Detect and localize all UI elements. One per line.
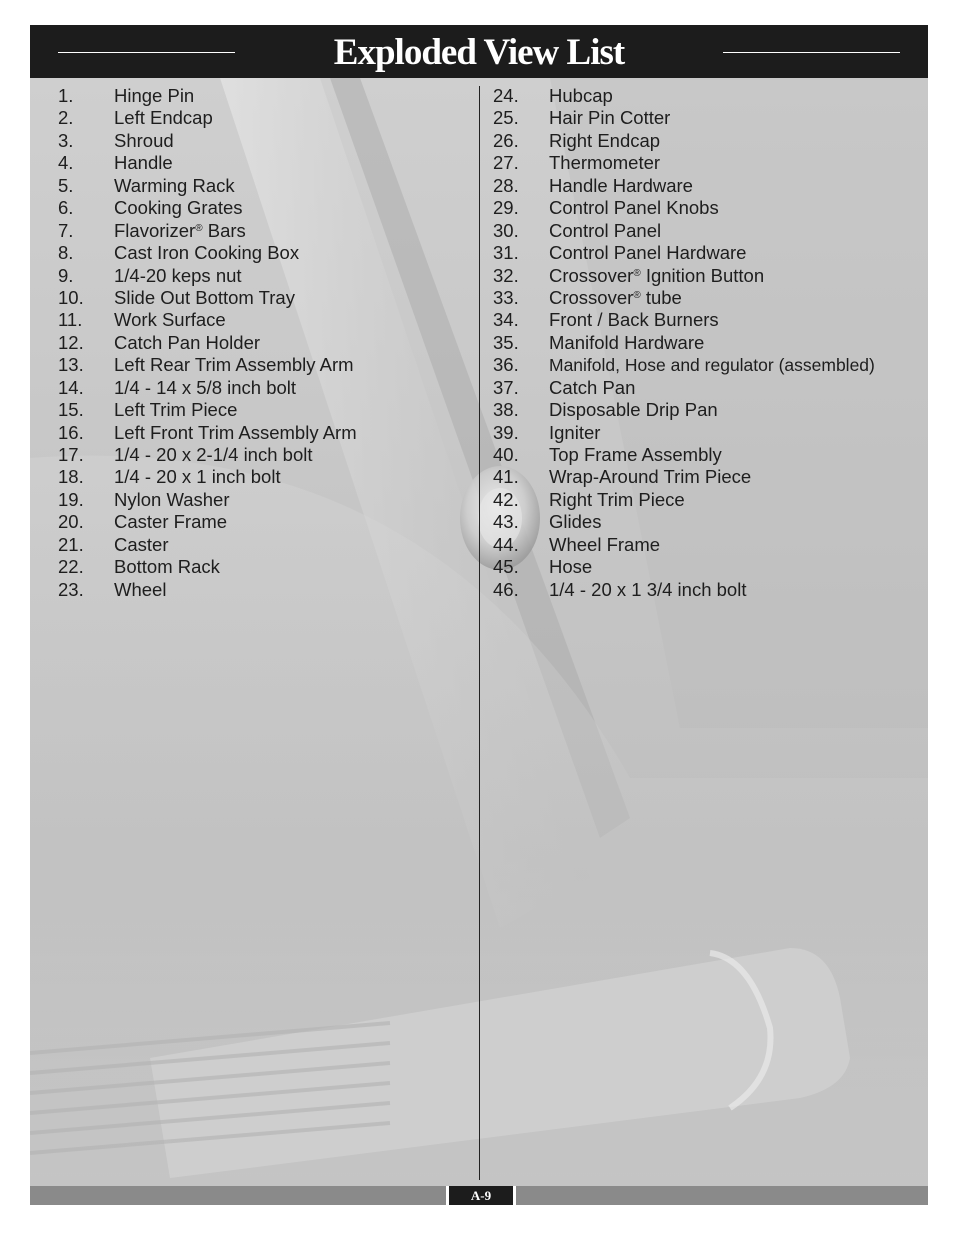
part-list-item	[493, 175, 923, 197]
part-name	[549, 130, 660, 152]
part-name-text: Igniter	[549, 421, 601, 443]
part-number: 5.	[58, 174, 74, 196]
part-name	[549, 444, 722, 466]
page-title: Exploded View List	[333, 32, 625, 73]
part-name-text: Hair Pin Cotter	[549, 107, 671, 129]
part-name	[549, 399, 718, 421]
column-divider	[479, 86, 480, 1180]
part-list-item	[493, 511, 923, 533]
part-name	[114, 130, 174, 152]
part-name-text: 1/4-20 keps nut	[114, 264, 242, 286]
registered-mark: ®	[633, 267, 641, 279]
part-name-text: Crossover	[549, 286, 634, 308]
part-name	[114, 220, 246, 242]
part-number: 23.	[58, 578, 84, 600]
part-name-text: Front / Back Burners	[549, 309, 719, 331]
parts-list-left	[58, 85, 473, 601]
part-name-text: 1/4 - 20 x 1 inch bolt	[114, 466, 281, 488]
part-name-text: Left Trim Piece	[114, 399, 238, 421]
part-list-item	[58, 466, 473, 488]
part-name	[549, 489, 685, 511]
part-number: 8.	[58, 242, 74, 264]
part-name	[114, 197, 243, 219]
part-list-item	[493, 130, 923, 152]
part-number: 24.	[493, 85, 519, 106]
part-name-text: Warming Rack	[114, 174, 235, 196]
part-number: 33.	[493, 286, 519, 308]
part-name	[114, 287, 295, 309]
part-name-text: 1/4 - 20 x 1 3/4 inch bolt	[549, 578, 747, 600]
part-list-item	[493, 579, 923, 601]
part-name-text: Hose	[549, 556, 593, 578]
part-name	[114, 377, 296, 399]
part-list-item	[493, 332, 923, 354]
part-name-text: Control Panel Hardware	[549, 242, 747, 264]
part-number: 1.	[58, 85, 74, 106]
part-name-text: Cooking Grates	[114, 197, 243, 219]
part-name	[114, 85, 194, 107]
part-number: 19.	[58, 488, 84, 510]
part-list-item	[58, 309, 473, 331]
part-list-item	[58, 197, 473, 219]
part-name-text: Flavorizer	[114, 219, 196, 241]
part-list-item	[58, 265, 473, 287]
part-name-text: Left Rear Trim Assembly Arm	[114, 354, 354, 376]
part-name-text: Handle Hardware	[549, 174, 693, 196]
part-number: 32.	[493, 264, 519, 286]
part-number: 41.	[493, 466, 519, 488]
part-name-text: Manifold Hardware	[549, 331, 705, 353]
part-name	[549, 175, 693, 197]
part-list-item	[493, 534, 923, 556]
part-number: 38.	[493, 399, 519, 421]
part-name	[549, 309, 719, 331]
part-list-item	[58, 422, 473, 444]
part-name	[549, 332, 704, 354]
part-list-item	[493, 377, 923, 399]
part-name-text: Slide Out Bottom Tray	[114, 286, 295, 308]
part-name-text: Work Surface	[114, 309, 226, 331]
part-list-item	[493, 422, 923, 444]
part-name	[114, 466, 281, 488]
part-list-item	[493, 556, 923, 578]
part-number: 31.	[493, 242, 519, 264]
part-name-text: Manifold, Hose and regulator (assembled)	[549, 355, 875, 376]
part-name	[549, 265, 764, 287]
part-name-text: Shroud	[114, 129, 174, 151]
part-name	[549, 556, 592, 578]
part-name	[114, 556, 220, 578]
part-name	[549, 354, 875, 376]
part-number: 46.	[493, 578, 519, 600]
part-name-suffix: Bars	[202, 219, 246, 241]
part-name-text: Hinge Pin	[114, 85, 195, 106]
part-number: 30.	[493, 219, 519, 241]
part-number: 14.	[58, 376, 84, 398]
part-list-item	[58, 220, 473, 242]
registered-mark: ®	[195, 222, 203, 234]
part-name-text: Glides	[549, 511, 602, 533]
part-name	[114, 511, 227, 533]
part-name	[549, 579, 746, 601]
part-name	[114, 309, 226, 331]
part-name-text: Caster	[114, 533, 169, 555]
part-list-item	[493, 242, 923, 264]
part-number: 22.	[58, 556, 84, 578]
part-name-text: Right Endcap	[549, 129, 661, 151]
part-name-text: Handle	[114, 152, 173, 174]
part-list-item	[493, 489, 923, 511]
part-name-text: 1/4 - 20 x 2-1/4 inch bolt	[114, 444, 313, 465]
part-list-item	[493, 85, 923, 107]
part-number: 13.	[58, 354, 84, 376]
part-list-item	[58, 107, 473, 129]
part-name	[549, 152, 660, 174]
part-list-item	[493, 220, 923, 242]
part-name	[549, 107, 670, 129]
part-name-text: Left Endcap	[114, 107, 213, 129]
part-list-item	[493, 466, 923, 488]
part-name	[114, 489, 230, 511]
part-number: 35.	[493, 331, 519, 353]
part-number: 7.	[58, 219, 74, 241]
part-name	[114, 242, 299, 264]
part-name-text: Catch Pan	[549, 376, 636, 398]
part-number: 3.	[58, 129, 74, 151]
part-name-text: Nylon Washer	[114, 488, 230, 510]
part-number: 6.	[58, 197, 74, 219]
part-name-suffix: Ignition Button	[640, 264, 765, 286]
part-number: 11.	[58, 309, 83, 331]
part-number: 27.	[493, 152, 519, 174]
part-list-item	[58, 556, 473, 578]
part-number: 15.	[58, 399, 84, 421]
part-name	[114, 354, 354, 376]
part-number: 36.	[493, 354, 519, 376]
part-number: 4.	[58, 152, 74, 174]
part-name-text: Disposable Drip Pan	[549, 399, 718, 421]
part-name-text: Hubcap	[549, 85, 613, 106]
part-number: 44.	[493, 533, 519, 555]
part-list-item	[493, 399, 923, 421]
part-number: 29.	[493, 197, 519, 219]
part-name-text: Left Front Trim Assembly Arm	[114, 421, 357, 443]
part-list-item	[58, 287, 473, 309]
part-list-item	[493, 444, 923, 466]
part-list-item	[58, 130, 473, 152]
part-name	[549, 85, 613, 107]
part-name	[549, 197, 719, 219]
part-list-item	[493, 107, 923, 129]
part-name	[114, 444, 312, 466]
part-number: 21.	[58, 533, 84, 555]
part-number: 45.	[493, 556, 519, 578]
part-list-item	[58, 332, 473, 354]
part-number: 39.	[493, 421, 519, 443]
part-name	[549, 511, 601, 533]
part-name	[114, 175, 235, 197]
part-name-text: Bottom Rack	[114, 556, 220, 578]
part-list-item	[58, 511, 473, 533]
part-list-item	[493, 152, 923, 174]
page-footer	[30, 1186, 928, 1205]
part-number: 37.	[493, 376, 519, 398]
part-list-item	[58, 534, 473, 556]
part-name-text: Wheel	[114, 578, 167, 600]
part-number: 12.	[58, 331, 84, 353]
part-number: 43.	[493, 511, 519, 533]
part-name	[549, 466, 751, 488]
part-list-item	[493, 354, 923, 376]
part-name	[549, 377, 635, 399]
part-name-text: Top Frame Assembly	[549, 444, 722, 465]
part-number: 10.	[58, 286, 84, 308]
part-list-item	[58, 579, 473, 601]
part-list-item	[58, 152, 473, 174]
part-list-item	[58, 85, 473, 107]
part-list-item	[58, 377, 473, 399]
part-number: 40.	[493, 444, 519, 465]
part-name	[114, 399, 237, 421]
part-name	[114, 579, 166, 601]
part-name-text: Control Panel	[549, 219, 662, 241]
parts-list-right	[493, 85, 923, 601]
registered-mark: ®	[633, 289, 641, 301]
part-list-item	[493, 287, 923, 309]
part-list-item	[493, 309, 923, 331]
part-number: 26.	[493, 129, 519, 151]
part-number: 42.	[493, 488, 519, 510]
part-name	[114, 422, 357, 444]
part-list-item	[493, 265, 923, 287]
part-name-text: Wrap-Around Trim Piece	[549, 466, 752, 488]
header-rule-right	[723, 52, 900, 53]
part-name	[549, 242, 746, 264]
part-name-text: Right Trim Piece	[549, 488, 685, 510]
part-number: 28.	[493, 174, 519, 196]
part-list-item	[58, 444, 473, 466]
part-number: 18.	[58, 466, 84, 488]
part-name	[549, 287, 682, 309]
part-list-item	[493, 197, 923, 219]
page-number: A-9	[446, 1186, 516, 1205]
part-name-text: Wheel Frame	[549, 533, 661, 555]
part-list-item	[58, 399, 473, 421]
part-name-text: Thermometer	[549, 152, 661, 174]
part-number: 34.	[493, 309, 519, 331]
part-name-suffix: tube	[640, 286, 682, 308]
part-number: 2.	[58, 107, 74, 129]
part-number: 9.	[58, 264, 74, 286]
part-name	[114, 332, 260, 354]
part-number: 20.	[58, 511, 84, 533]
part-name	[549, 422, 600, 444]
page-header	[30, 25, 928, 78]
part-name	[549, 220, 661, 242]
part-name-text: 1/4 - 14 x 5/8 inch bolt	[114, 376, 297, 398]
part-number: 17.	[58, 444, 84, 465]
part-name	[549, 534, 660, 556]
part-number: 25.	[493, 107, 519, 129]
part-name-text: Catch Pan Holder	[114, 331, 261, 353]
part-number: 16.	[58, 421, 84, 443]
part-list-item	[58, 354, 473, 376]
part-name	[114, 534, 169, 556]
part-name-text: Caster Frame	[114, 511, 228, 533]
part-list-item	[58, 175, 473, 197]
part-name	[114, 265, 242, 287]
part-name-text: Control Panel Knobs	[549, 197, 719, 219]
part-name-text: Cast Iron Cooking Box	[114, 242, 300, 264]
part-name	[114, 152, 173, 174]
part-name-text: Crossover	[549, 264, 634, 286]
part-list-item	[58, 489, 473, 511]
part-name	[114, 107, 213, 129]
part-list-item	[58, 242, 473, 264]
